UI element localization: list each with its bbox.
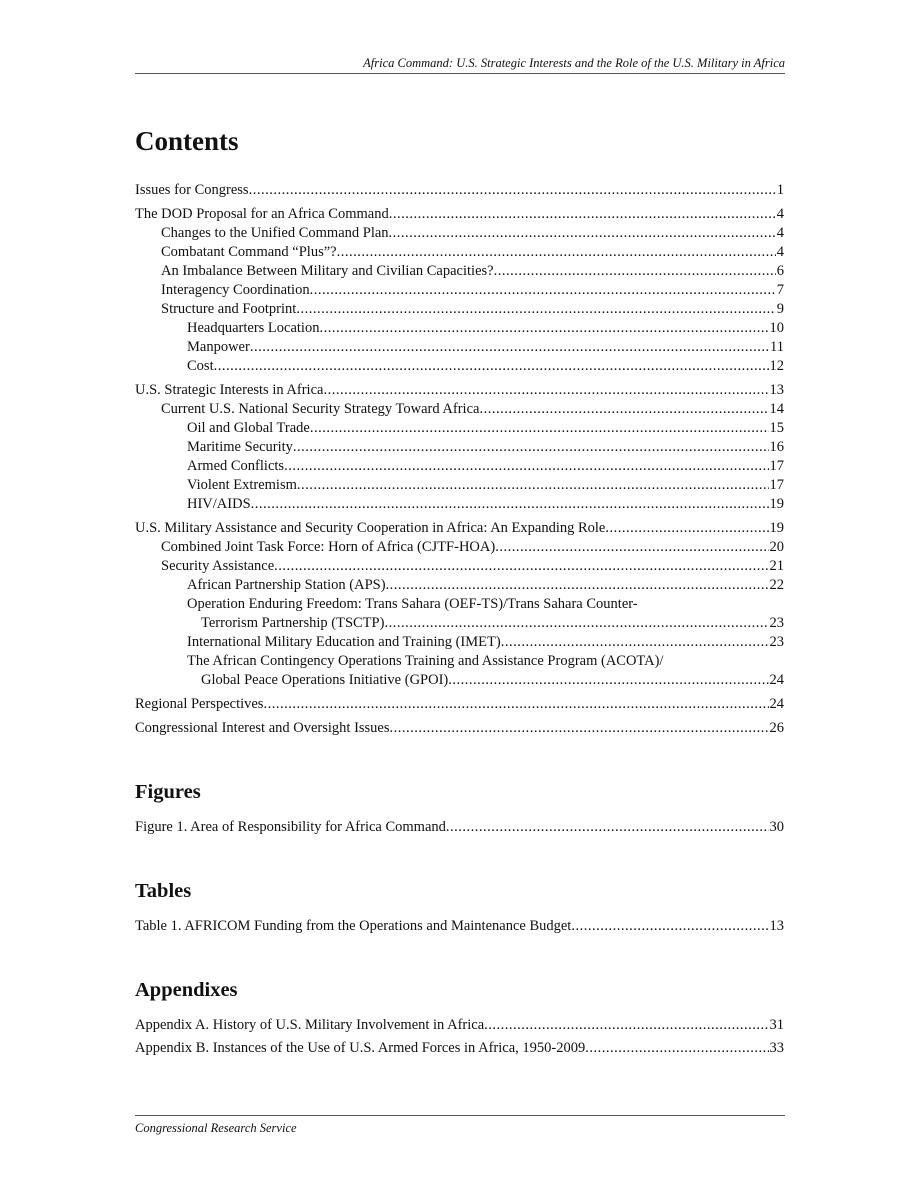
toc-entry-unified-command-plan[interactable]: Changes to the Unified Command Plan ..... 4 [135,224,784,243]
toc-entry-oef-ts[interactable] [135,595,784,633]
toc-entry-table-1[interactable]: Table 1. AFRICOM Funding from the Operations and Maintenance Budget ..... 13 [135,917,784,936]
toc-entry-issues-for-congress[interactable]: Issues for Congress ..... 1 [135,181,784,200]
toc-entry-strategic-interests[interactable]: U.S. Strategic Interests in Africa ..... 13 [135,381,784,400]
contents-heading: Contents [135,126,239,156]
toc-entry-hiv-aids[interactable]: HIV/AIDS ..... 19 [135,495,784,514]
toc-entry-continuation: Global Peace Operations Initiative (GPOI) ..... 24 [135,671,784,690]
appendixes-heading: Appendixes [135,979,238,1001]
toc-page [135,123,784,1058]
appendixes-section [135,976,784,1058]
toc-entry-continuation: Terrorism Partnership (TSCTP) ..... 23 [135,614,784,633]
running-header: Africa Command: U.S. Strategic Interests and the Role of the U.S. Military in Africa [135,55,785,74]
toc-entry-dod-proposal[interactable]: The DOD Proposal for an Africa Command ..... 4 [135,205,784,224]
running-footer: Congressional Research Service [135,1115,785,1136]
toc-entry-structure-footprint[interactable]: Structure and Footprint ..... 9 [135,300,784,319]
toc-entry-interagency-coordination[interactable]: Interagency Coordination ..... 7 [135,281,784,300]
toc-entry-line: Operation Enduring Freedom: Trans Sahara (OEF-TS)/Trans Sahara Counter- [187,596,638,612]
contents-list [135,181,784,738]
toc-entry-appendix-a[interactable]: Appendix A. History of U.S. Military Involvement in Africa ..... 31 [135,1016,784,1035]
toc-entry-regional-perspectives[interactable]: Regional Perspectives ..... 24 [135,695,784,714]
toc-entry-acota[interactable] [135,652,784,690]
toc-entry-manpower[interactable]: Manpower ..... 11 [135,338,784,357]
toc-entry-national-security-strategy[interactable]: Current U.S. National Security Strategy Toward Africa ..... 14 [135,400,784,419]
toc-entry-maritime-security[interactable]: Maritime Security ..... 16 [135,438,784,457]
toc-entry-cjtf-hoa[interactable]: Combined Joint Task Force: Horn of Africa (CJTF-HOA) ..... 20 [135,538,784,557]
toc-entry-congressional-interest[interactable]: Congressional Interest and Oversight Issues ..... 26 [135,719,784,738]
toc-entry-combatant-command-plus[interactable]: Combatant Command “Plus”? ..... 4 [135,243,784,262]
toc-entry-armed-conflicts[interactable]: Armed Conflicts ..... 17 [135,457,784,476]
toc-entry-aps[interactable]: African Partnership Station (APS) ..... 22 [135,576,784,595]
toc-entry-military-assistance[interactable]: U.S. Military Assistance and Security Cooperation in Africa: An Expanding Role ..... 19 [135,519,784,538]
toc-entry-headquarters-location[interactable]: Headquarters Location ..... 10 [135,319,784,338]
figures-heading: Figures [135,781,201,803]
toc-entry-imbalance[interactable]: An Imbalance Between Military and Civilian Capacities? ..... 6 [135,262,784,281]
tables-section [135,877,784,936]
toc-entry-violent-extremism[interactable]: Violent Extremism ..... 17 [135,476,784,495]
figures-section [135,778,784,837]
toc-entry-imet[interactable]: International Military Education and Training (IMET) ..... 23 [135,633,784,652]
toc-entry-security-assistance[interactable]: Security Assistance ..... 21 [135,557,784,576]
toc-entry-line: The African Contingency Operations Training and Assistance Program (ACOTA)/ [187,653,664,669]
toc-entry-cost[interactable]: Cost ..... 12 [135,357,784,376]
toc-entry-figure-1[interactable]: Figure 1. Area of Responsibility for Africa Command ..... 30 [135,818,784,837]
tables-heading: Tables [135,880,192,902]
toc-entry-appendix-b[interactable]: Appendix B. Instances of the Use of U.S. Armed Forces in Africa, 1950-2009 ..... 33 [135,1039,784,1058]
toc-entry-oil-global-trade[interactable]: Oil and Global Trade ..... 15 [135,419,784,438]
